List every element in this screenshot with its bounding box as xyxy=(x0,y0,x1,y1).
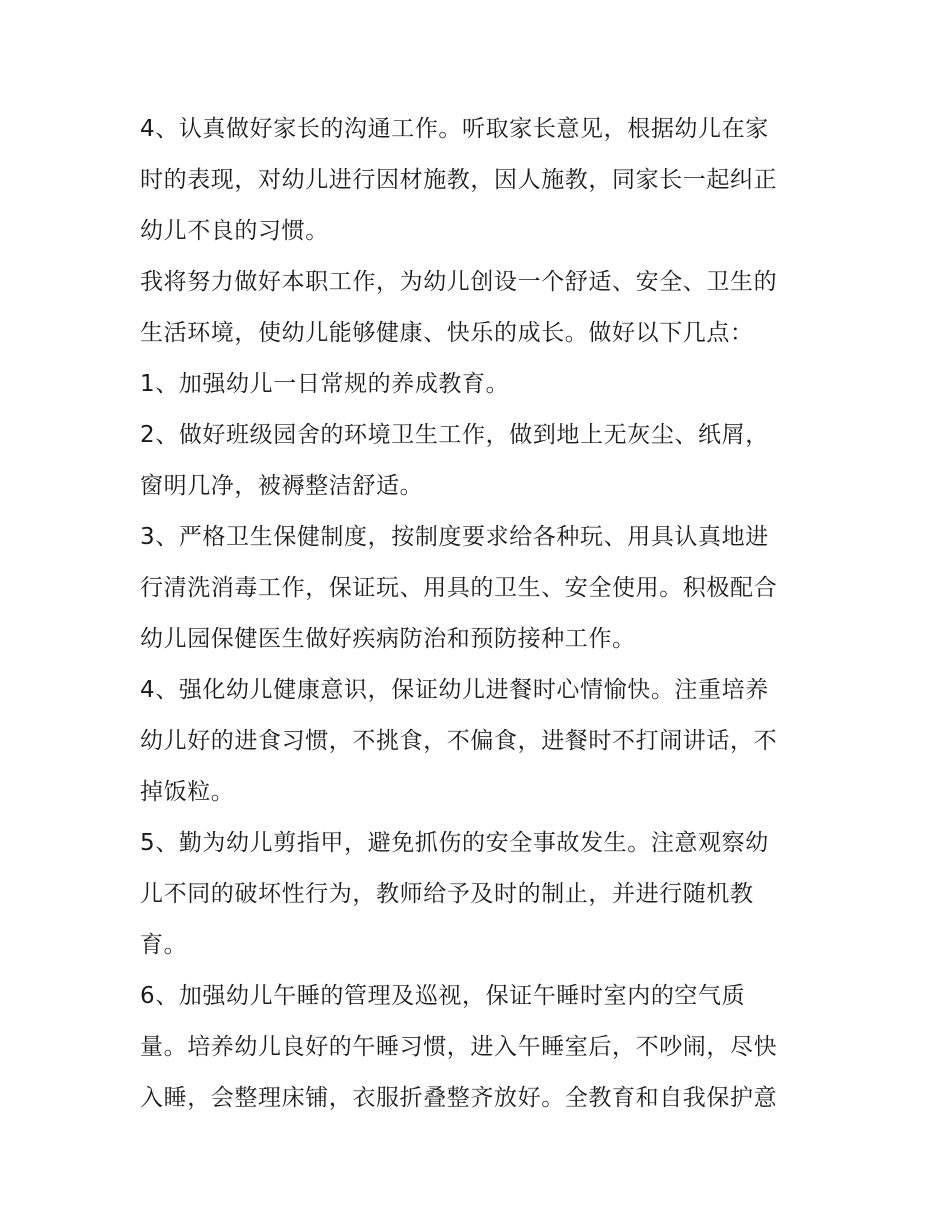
text-line: 行清洗消毒工作，保证玩、用具的卫生、安全使用。积极配合 xyxy=(140,575,778,601)
text-line: 量。培养幼儿良好的午睡习惯，进入午睡室后，不吵闹，尽快 xyxy=(140,1034,778,1060)
document-body xyxy=(140,104,820,1124)
text-line: 生活环境，使幼儿能够健康、快乐的成长。做好以下几点： xyxy=(140,320,754,346)
text-line: 幼儿好的进食习惯，不挑食，不偏食，进餐时不打闹讲话，不 xyxy=(140,728,778,754)
text-line: 幼儿不良的习惯。 xyxy=(140,218,329,244)
text-line: 4、强化幼儿健康意识，保证幼儿进餐时心情愉快。注重培养 xyxy=(140,677,769,703)
text-line: 1、加强幼儿一日常规的养成教育。 xyxy=(140,371,510,397)
text-line: 4、认真做好家长的沟通工作。听取家长意见，根据幼儿在家 xyxy=(140,116,769,142)
text-line: 3、严格卫生保健制度，按制度要求给各种玩、用具认真地进 xyxy=(140,524,769,550)
text-line: 我将努力做好本职工作，为幼儿创设一个舒适、安全、卫生的 xyxy=(140,269,778,295)
text-line: 窗明几净，被褥整洁舒适。 xyxy=(140,473,424,499)
text-line: 入睡，会整理床铺，衣服折叠整齐放好。全教育和自我保护意 xyxy=(140,1085,778,1111)
text-line: 6、加强幼儿午睡的管理及巡视，保证午睡时室内的空气质 xyxy=(140,983,746,1009)
text-line: 时的表现，对幼儿进行因材施教，因人施教，同家长一起纠正 xyxy=(140,167,778,193)
text-line: 掉饭粒。 xyxy=(140,779,235,805)
text-line: 5、勤为幼儿剪指甲，避免抓伤的安全事故发生。注意观察幼 xyxy=(140,830,769,856)
text-line: 幼儿园保健医生做好疾病防治和预防接种工作。 xyxy=(140,626,636,652)
text-line: 2、做好班级园舍的环境卫生工作，做到地上无灰尘、纸屑， xyxy=(140,422,769,448)
text-line: 儿不同的破坏性行为，教师给予及时的制止，并进行随机教 xyxy=(140,881,754,907)
text-line: 育。 xyxy=(140,932,188,958)
